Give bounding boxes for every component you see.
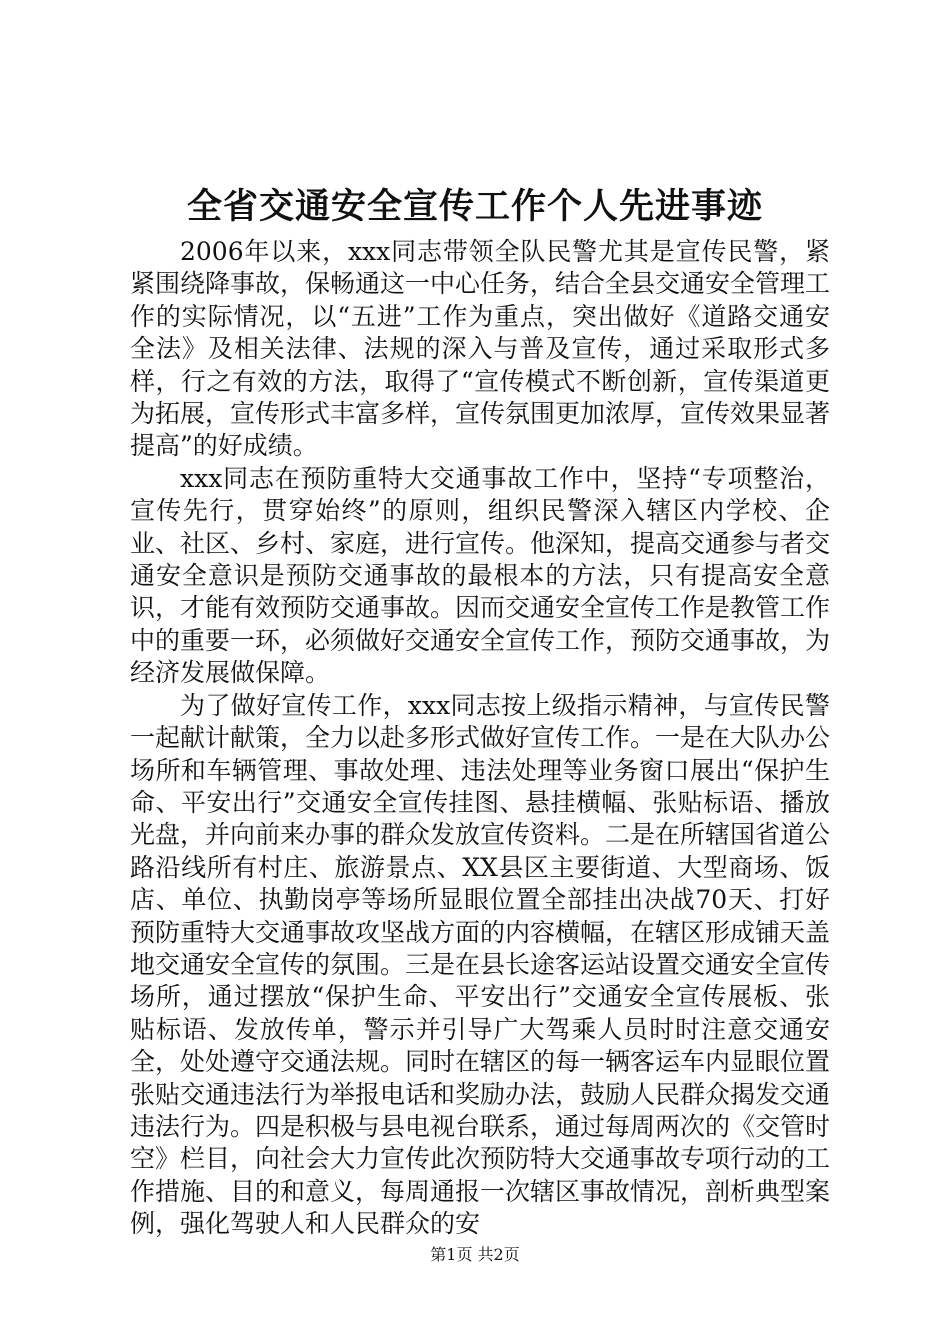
paragraph-3: 为了做好宣传工作，xxx同志按上级指示精神，与宣传民警一起献计献策，全力以赴多形式做好宣传工作。一是在大队办公场所和车辆管理、事故处理、违法处理等业务窗口展出“保护生命、平安出行”交通安全宣传挂图、悬挂横幅、张贴标语、播放光盘，并向前来办事的群众发放宣传资料。二是在所辖国省道公路沿线所有村庄、旅游景点、XX县区主要街道、大型商场、饭店、单位、执勤岗亭等场所显眼位置全部挂出决战70天、打好预防重特大交通事故攻坚战方面的内容横幅，在辖区形成铺天盖地交通安全宣传的氛围。三是在县长途客运站设置交通安全宣传场所，通过摆放“保护生命、平安出行”交通安全宣传展板、张贴标语、发放传单，警示并引导广大驾乘人员时时注意交通安全，处处遵守交通法规。同时在辖区的每一辆客运车内显眼位置张贴交通违法行为举报电话和奖励办法，鼓励人民群众揭发交通违法行为。四是积极与县电视台联系，通过每周两次的《交管时空》栏目，向社会大力宣传此次预防特大交通事故专项行动的工作措施、目的和意义，每周通报一次辖区事故情况，剖析典型案例，强化驾驶人和人民群众的安 bbox=[130, 690, 831, 1239]
document-title: 全省交通安全宣传工作个人先进事迹 bbox=[186, 186, 763, 227]
document-body bbox=[130, 236, 830, 1241]
paragraph-2: xxx同志在预防重特大交通事故工作中，坚持“专项整治，宣传先行，贯穿始终”的原则，组织民警深入辖区内学校、企业、社区、乡村、家庭，进行宣传。他深知，提高交通参与者交通安全意识是预防交通事故的最根本的方法，只有提高安全意识，才能有效预防交通事故。因而交通安全宣传工作是教管工作中的重要一环，必须做好交通安全宣传工作，预防交通事故，为经济发展做保障。 bbox=[130, 463, 831, 688]
paragraph-1: 2006年以来，xxx同志带领全队民警尤其是宣传民警，紧紧围绕降事故，保畅通这一中心任务，结合全县交通安全管理工作的实际情况，以“五进”工作为重点，突出做好《道路交通安全法》及相关法律、法规的深入与普及宣传，通过采取形式多样，行之有效的方法，取得了“宣传模式不断创新，宣传渠道更为拓展，宣传形式丰富多样，宣传氛围更加浓厚，宣传效果显著提高”的好成绩。 bbox=[130, 237, 831, 461]
page-footer: 第1页 共2页 bbox=[430, 1245, 520, 1264]
